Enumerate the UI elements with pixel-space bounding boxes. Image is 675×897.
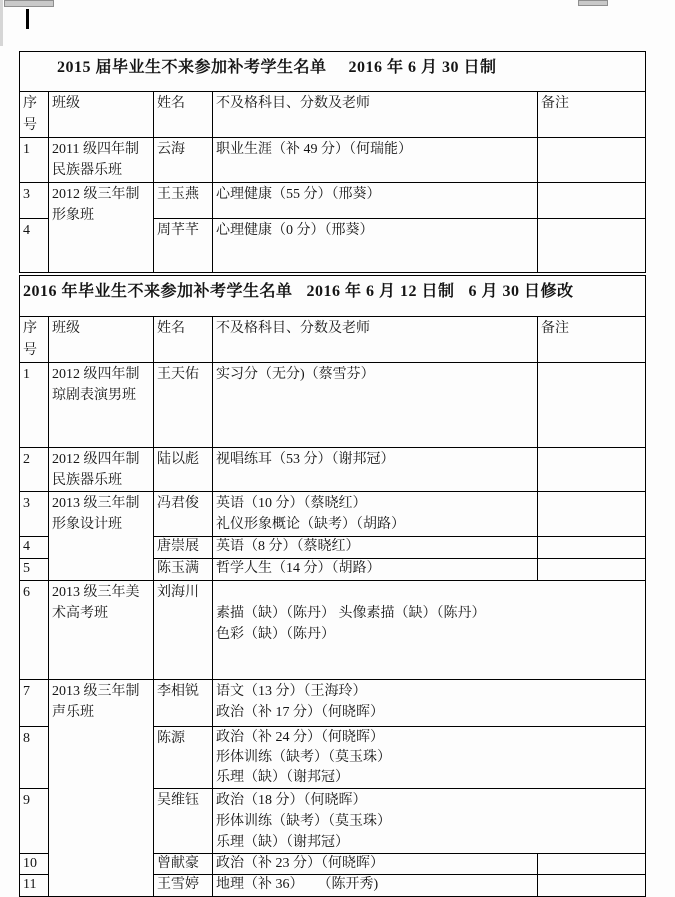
cell-no[interactable]: 4 bbox=[20, 537, 49, 559]
cell-no[interactable]: 6 bbox=[20, 581, 49, 680]
subject-line: 英语（8 分）（蔡晓红） bbox=[216, 539, 360, 554]
cell-subject[interactable] bbox=[213, 183, 538, 219]
cell-remark[interactable] bbox=[538, 854, 646, 875]
cell-no[interactable]: 4 bbox=[20, 219, 49, 273]
table-row bbox=[20, 492, 646, 537]
cell-remark[interactable] bbox=[538, 559, 646, 581]
table-row bbox=[20, 448, 646, 492]
table-row bbox=[20, 138, 646, 183]
cell-no[interactable]: 2 bbox=[20, 448, 49, 492]
subject-line: 心理健康（55 分）（邢葵） bbox=[216, 187, 381, 202]
cell-subject[interactable] bbox=[213, 559, 538, 581]
table-2015-students bbox=[19, 51, 646, 273]
cell-no[interactable]: 9 bbox=[20, 789, 49, 854]
cell-remark[interactable] bbox=[538, 492, 646, 537]
title-text: 2016 年毕业生不来参加补考学生名单 bbox=[23, 283, 293, 300]
cell-name[interactable]: 王玉燕 bbox=[154, 183, 213, 219]
subject-line: 色彩（缺）（陈丹） bbox=[216, 627, 335, 642]
subject-line: 心理健康（0 分）（邢葵） bbox=[216, 223, 374, 238]
header-class[interactable]: 班级 bbox=[49, 92, 154, 138]
title-revised-date: 6 月 30 日修改 bbox=[468, 283, 574, 300]
cell-remark[interactable] bbox=[538, 363, 646, 448]
header-remark[interactable]: 备注 bbox=[538, 92, 646, 138]
table-2016-title[interactable] bbox=[20, 276, 646, 317]
subject-line: 政治（18 分）（何晓晖） bbox=[216, 793, 367, 808]
cell-name[interactable]: 云海 bbox=[154, 138, 213, 183]
header-name[interactable]: 姓名 bbox=[154, 92, 213, 138]
cell-name[interactable]: 唐崇展 bbox=[154, 537, 213, 559]
cell-remark[interactable] bbox=[538, 875, 646, 897]
cell-class[interactable]: 2012 级四年制琼剧表演男班 bbox=[49, 363, 154, 448]
table-row bbox=[20, 363, 646, 448]
subject-line: 政治（补 24 分）（何晓晖） bbox=[216, 730, 384, 745]
cell-name[interactable]: 刘海川 bbox=[154, 581, 213, 680]
text-cursor bbox=[26, 9, 29, 29]
table-2015-title[interactable] bbox=[20, 52, 646, 92]
subject-line: 礼仪形象概论（缺考）（胡路） bbox=[216, 517, 405, 532]
subject-line: 实习分（无分)（蔡雪芬） bbox=[216, 367, 375, 382]
cell-remark[interactable] bbox=[538, 183, 646, 219]
cell-no[interactable]: 10 bbox=[20, 854, 49, 875]
cell-class-merged[interactable]: 2013 级三年制声乐班 bbox=[49, 680, 154, 897]
cell-no[interactable]: 1 bbox=[20, 363, 49, 448]
cell-subject-wide[interactable] bbox=[213, 581, 646, 680]
cell-subject-wide[interactable] bbox=[213, 789, 646, 854]
subject-line: 乐理（缺）（谢邦冠） bbox=[216, 835, 349, 850]
cell-no[interactable]: 7 bbox=[20, 680, 49, 727]
subject-line: 素描（缺）（陈丹） 头像素描（缺）（陈丹） bbox=[216, 606, 486, 621]
cell-remark[interactable] bbox=[538, 219, 646, 273]
cell-no[interactable]: 11 bbox=[20, 875, 49, 897]
subject-line: 职业生涯（补 49 分）（何瑞能） bbox=[216, 142, 412, 157]
cell-class[interactable]: 2012 级四年制民族器乐班 bbox=[49, 448, 154, 492]
cell-subject-wide[interactable] bbox=[213, 727, 646, 789]
cell-subject[interactable] bbox=[213, 492, 538, 537]
subject-line: 政治（补 17 分）（何晓晖） bbox=[216, 705, 384, 720]
subject-line: 政治（补 23 分）（何晓晖） bbox=[216, 856, 384, 871]
cell-subject[interactable] bbox=[213, 448, 538, 492]
cell-class[interactable]: 2013 级三年美术高考班 bbox=[49, 581, 154, 680]
cell-name[interactable]: 王天佑 bbox=[154, 363, 213, 448]
table-row bbox=[20, 680, 646, 727]
header-name[interactable]: 姓名 bbox=[154, 317, 213, 363]
cell-no[interactable]: 3 bbox=[20, 492, 49, 537]
cell-subject[interactable] bbox=[213, 363, 538, 448]
header-remark[interactable]: 备注 bbox=[538, 317, 646, 363]
cell-class-merged[interactable]: 2013 级三年制形象设计班 bbox=[49, 492, 154, 581]
cell-remark[interactable] bbox=[538, 537, 646, 559]
cell-class-merged[interactable]: 2012 级三年制形象班 bbox=[49, 183, 154, 273]
subject-line: 形体训练（缺考）（莫玉珠） bbox=[216, 750, 391, 765]
cell-subject[interactable] bbox=[213, 875, 538, 897]
header-no[interactable]: 序号 bbox=[20, 92, 49, 138]
window-edge-artifact bbox=[0, 0, 3, 46]
window-edge-artifact bbox=[4, 0, 54, 7]
cell-subject[interactable] bbox=[213, 854, 538, 875]
cell-no[interactable]: 3 bbox=[20, 183, 49, 219]
subject-line: 视唱练耳（53 分）（谢邦冠） bbox=[216, 452, 395, 467]
subject-line: 乐理（缺）（谢邦冠） bbox=[216, 770, 349, 785]
cell-name[interactable]: 陆以彪 bbox=[154, 448, 213, 492]
subject-line: 语文（13 分）（王海玲） bbox=[216, 684, 367, 699]
cell-remark[interactable] bbox=[538, 138, 646, 183]
header-subject[interactable]: 不及格科目、分数及老师 bbox=[213, 92, 538, 138]
title-date: 2016 年 6 月 12 日制 bbox=[306, 283, 455, 300]
title-date: 2016 年 6 月 30 日制 bbox=[348, 59, 497, 76]
header-subject[interactable]: 不及格科目、分数及老师 bbox=[213, 317, 538, 363]
cell-subject[interactable] bbox=[213, 537, 538, 559]
window-edge-artifact bbox=[578, 0, 608, 6]
cell-name[interactable]: 陈玉满 bbox=[154, 559, 213, 581]
subject-line: 地理（补 36） （陈开秀) bbox=[216, 877, 379, 892]
cell-class[interactable]: 2011 级四年制民族器乐班 bbox=[49, 138, 154, 183]
title-text: 2015 届毕业生不来参加补考学生名单 bbox=[57, 59, 327, 76]
cell-name[interactable]: 王雪婷 bbox=[154, 875, 213, 897]
subject-line: 哲学人生（14 分）（胡路） bbox=[216, 561, 381, 576]
header-no[interactable]: 序号 bbox=[20, 317, 49, 363]
header-class[interactable]: 班级 bbox=[49, 317, 154, 363]
cell-name[interactable]: 李相锐 bbox=[154, 680, 213, 727]
cell-subject[interactable] bbox=[213, 219, 538, 273]
cell-subject-wide[interactable] bbox=[213, 680, 646, 727]
cell-no[interactable]: 1 bbox=[20, 138, 49, 183]
cell-name[interactable]: 吴维钰 bbox=[154, 789, 213, 854]
cell-no[interactable]: 5 bbox=[20, 559, 49, 581]
cell-subject[interactable] bbox=[213, 138, 538, 183]
table-row bbox=[20, 183, 646, 219]
cell-no[interactable]: 8 bbox=[20, 727, 49, 789]
cell-name[interactable]: 曾献豪 bbox=[154, 854, 213, 875]
table-2016-students bbox=[19, 275, 646, 897]
cell-name[interactable]: 陈源 bbox=[154, 727, 213, 789]
subject-line bbox=[216, 582, 643, 603]
cell-name[interactable]: 周芊芊 bbox=[154, 219, 213, 273]
cell-name[interactable]: 冯君俊 bbox=[154, 492, 213, 537]
subject-line: 英语（10 分）（蔡晓红） bbox=[216, 496, 367, 511]
cell-remark[interactable] bbox=[538, 448, 646, 492]
subject-line: 形体训练（缺考）（莫玉珠） bbox=[216, 814, 391, 829]
table-row bbox=[20, 581, 646, 680]
